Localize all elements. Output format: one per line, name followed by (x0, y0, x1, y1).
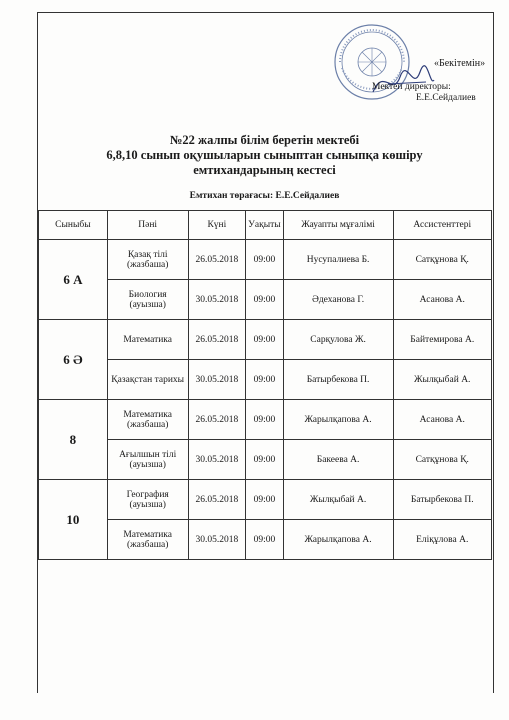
class-cell: 6 Ә (39, 320, 108, 400)
assistant-cell: Сатқұнова Қ. (393, 240, 492, 280)
assistant-cell: Батырбекова П. (393, 480, 492, 520)
date-cell: 30.05.2018 (188, 360, 246, 400)
assistant-cell: Сатқұнова Қ. (393, 440, 492, 480)
assistant-cell: Жылқыбай А. (393, 360, 492, 400)
table-row (39, 400, 492, 440)
date-cell: 30.05.2018 (188, 280, 246, 320)
table-row (39, 480, 492, 520)
director-position: Мектеп директоры: (372, 82, 451, 92)
assistant-cell: Еліқұлова А. (393, 520, 492, 560)
table-header-row (39, 211, 492, 240)
teacher-cell: Батырбекова П. (283, 360, 393, 400)
subject-cell: Математика (жазбаша) (107, 520, 188, 560)
header-class: Сыныбы (39, 211, 108, 240)
document-title-line1: №22 жалпы білім беретін мектебі (169, 133, 360, 147)
teacher-cell: Нусупалиева Б. (283, 240, 393, 280)
time-cell: 09:00 (246, 320, 283, 360)
date-cell: 26.05.2018 (188, 480, 246, 520)
table-row (39, 320, 492, 360)
teacher-cell: Бакеева А. (283, 440, 393, 480)
time-cell: 09:00 (246, 360, 283, 400)
teacher-cell: Жарылқапова А. (283, 400, 393, 440)
time-cell: 09:00 (246, 520, 283, 560)
subject-cell: Биология (ауызша) (107, 280, 188, 320)
header-assistant: Ассистенттері (393, 211, 492, 240)
assistant-cell: Байтемирова А. (393, 320, 492, 360)
exam-schedule-table (38, 210, 492, 560)
assistant-cell: Асанова А. (393, 280, 492, 320)
table-row (39, 280, 492, 320)
subject-cell: Қазақстан тарихы (107, 360, 188, 400)
table-row (39, 520, 492, 560)
teacher-cell: Жарылқапова А. (283, 520, 393, 560)
document-title-line3: емтихандарының кестесі (193, 163, 336, 177)
time-cell: 09:00 (246, 280, 283, 320)
subject-cell: Қазақ тілі (жазбаша) (107, 240, 188, 280)
subject-cell: Ағылшын тілі (ауызша) (107, 440, 188, 480)
time-cell: 09:00 (246, 440, 283, 480)
table-row (39, 440, 492, 480)
header-subject: Пәні (107, 211, 188, 240)
class-cell: 6 А (39, 240, 108, 320)
date-cell: 26.05.2018 (188, 400, 246, 440)
subject-cell: Математика (жазбаша) (107, 400, 188, 440)
time-cell: 09:00 (246, 240, 283, 280)
header-time: Уақыты (246, 211, 283, 240)
date-cell: 26.05.2018 (188, 320, 246, 360)
header-teacher: Жауапты мұғалімі (283, 211, 393, 240)
director-name: Е.Е.Сейдалиев (416, 93, 476, 103)
exam-chair: Емтихан төрағасы: Е.Е.Сейдалиев (189, 191, 340, 201)
teacher-cell: Әдеханова Г. (283, 280, 393, 320)
assistant-cell: Асанова А. (393, 400, 492, 440)
time-cell: 09:00 (246, 480, 283, 520)
date-cell: 30.05.2018 (188, 520, 246, 560)
document-title-line2: 6,8,10 сынып оқушыларын сыныптан сыныпқа көшіру (106, 148, 423, 162)
header-date: Күні (188, 211, 246, 240)
subject-cell: География (ауызша) (107, 480, 188, 520)
teacher-cell: Сарқулова Ж. (283, 320, 393, 360)
date-cell: 26.05.2018 (188, 240, 246, 280)
time-cell: 09:00 (246, 400, 283, 440)
teacher-cell: Жылқыбай А. (283, 480, 393, 520)
subject-cell: Математика (107, 320, 188, 360)
approval-heading: «Бекітемін» (434, 58, 486, 69)
class-cell: 8 (39, 400, 108, 480)
date-cell: 30.05.2018 (188, 440, 246, 480)
table-row (39, 240, 492, 280)
class-cell: 10 (39, 480, 108, 560)
table-row (39, 360, 492, 400)
